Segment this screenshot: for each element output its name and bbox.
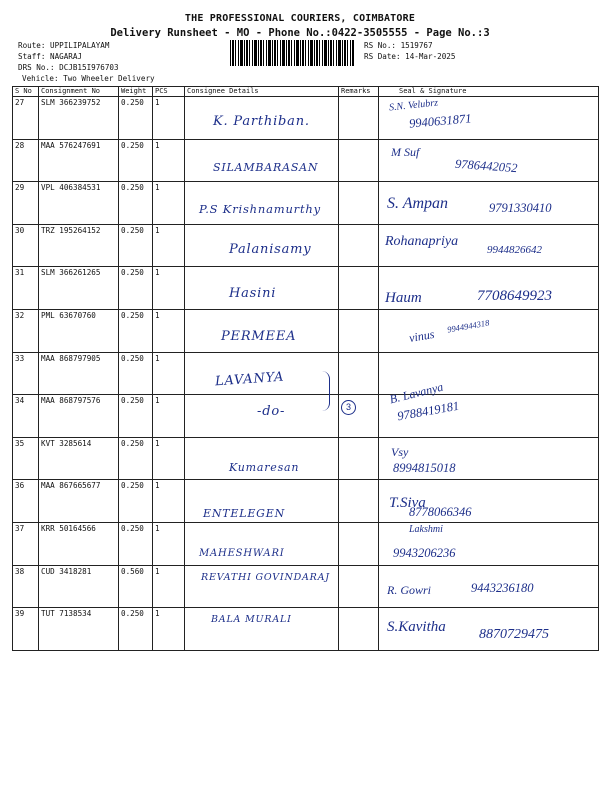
table-row xyxy=(13,522,599,565)
barcode xyxy=(230,40,354,66)
row-weight: 0.250 xyxy=(119,139,153,182)
row-consignment: CUD 3418281 xyxy=(39,565,119,608)
row-remarks xyxy=(339,182,379,225)
row-consignee xyxy=(185,224,339,267)
row-pcs: 1 xyxy=(153,309,185,352)
table-header xyxy=(13,87,599,97)
signature-phone: 9791330410 xyxy=(489,201,552,216)
table-row xyxy=(13,139,599,182)
row-consignee xyxy=(185,139,339,182)
row-sno: 30 xyxy=(13,224,39,267)
row-consignee xyxy=(185,309,339,352)
row-weight: 0.250 xyxy=(119,608,153,651)
staff-label: Staff: NAGARAJ xyxy=(18,52,83,61)
consignee-handwriting: Palanisamy xyxy=(229,241,312,257)
row-sno: 37 xyxy=(13,522,39,565)
table-row xyxy=(13,480,599,523)
row-sno: 35 xyxy=(13,437,39,480)
table-row xyxy=(13,608,599,651)
col-weight: Weight xyxy=(119,87,153,97)
row-consignee xyxy=(185,97,339,140)
table-row xyxy=(13,395,599,438)
consignee-handwriting: MAHESHWARI xyxy=(199,547,285,559)
consignee-handwriting: Kumaresan xyxy=(229,460,300,474)
row-consignment: MAA 868797905 xyxy=(39,352,119,395)
row-pcs: 1 xyxy=(153,139,185,182)
row-weight: 0.560 xyxy=(119,565,153,608)
row-remarks xyxy=(339,352,379,412)
signature-name: vinus xyxy=(407,326,436,346)
row-pcs: 1 xyxy=(153,97,185,140)
row-remarks xyxy=(339,267,379,310)
consignee-handwriting: LAVANYA xyxy=(214,369,285,389)
consignee-handwriting: REVATHI GOVINDARAJ xyxy=(201,571,330,583)
rs-date: RS Date: 14-Mar-2025 xyxy=(364,52,456,61)
row-pcs: 1 xyxy=(153,224,185,267)
row-pcs: 1 xyxy=(153,267,185,310)
row-weight: 0.250 xyxy=(119,267,153,310)
row-weight: 0.250 xyxy=(119,395,153,438)
row-weight: 0.250 xyxy=(119,480,153,523)
route-label: Route: UPPILIPALAYAM xyxy=(18,41,110,50)
row-signature xyxy=(379,608,599,651)
row-consignee xyxy=(185,437,339,480)
row-sno: 33 xyxy=(13,352,39,395)
row-pcs: 1 xyxy=(153,352,185,395)
runsheet-subtitle: Delivery Runsheet - MO - Phone No.:0422-3505555 - Page No.:3 xyxy=(110,27,490,39)
consignee-handwriting: ENTELEGEN xyxy=(203,507,285,521)
row-sno: 36 xyxy=(13,480,39,523)
signature-phone: 9944826642 xyxy=(487,243,542,256)
row-signature xyxy=(379,565,599,608)
row-remarks xyxy=(339,97,379,140)
row-pcs: 1 xyxy=(153,522,185,565)
row-pcs: 1 xyxy=(153,565,185,608)
signature-name: M Suf xyxy=(391,144,420,159)
col-pcs: PCS xyxy=(153,87,185,97)
bracket-mark xyxy=(321,371,330,411)
row-remarks xyxy=(339,522,379,565)
consignee-handwriting: BALA MURALI xyxy=(211,614,292,626)
row-remarks xyxy=(339,565,379,608)
signature-phone: 9944944318 xyxy=(446,317,491,335)
company-title: THE PROFESSIONAL COURIERS, COIMBATORE xyxy=(184,13,416,24)
vehicle-label: Vehicle: Two Wheeler Delivery xyxy=(22,74,155,83)
signature-name: T.Siva xyxy=(389,495,426,512)
row-consignment: SLM 366239752 xyxy=(39,97,119,140)
row-remarks xyxy=(339,437,379,480)
col-signature: Seal & Signature xyxy=(379,87,599,97)
row-signature xyxy=(379,182,599,225)
row-consignment: PML 63670760 xyxy=(39,309,119,352)
row-consignee xyxy=(185,267,339,310)
consignee-handwriting: Hasini xyxy=(229,286,277,302)
col-consignment: Consignment No xyxy=(39,87,119,97)
row-consignment: KRR 50164566 xyxy=(39,522,119,565)
col-remarks: Remarks xyxy=(339,87,379,97)
table-row xyxy=(13,267,599,310)
row-consignment: SLM 366261265 xyxy=(39,267,119,310)
row-consignee xyxy=(185,480,339,523)
row-consignee xyxy=(185,565,339,608)
row-sno: 29 xyxy=(13,182,39,225)
table-row xyxy=(13,224,599,267)
row-sno: 39 xyxy=(13,608,39,651)
row-consignment: TUT 7138534 xyxy=(39,608,119,651)
signature-phone: 7708649923 xyxy=(477,288,552,305)
drs-number: DRS No.: DCJB15I976703 xyxy=(18,63,119,72)
consignee-handwriting: SILAMBARASAN xyxy=(213,160,319,174)
row-consignment: VPL 406384531 xyxy=(39,182,119,225)
row-sno: 38 xyxy=(13,565,39,608)
col-sno: S No xyxy=(13,87,39,97)
row-consignment: KVT 3285614 xyxy=(39,437,119,480)
table-row xyxy=(13,97,599,140)
signature-name: B. Lavanya xyxy=(388,379,445,406)
circled-count: 3 xyxy=(341,400,356,415)
row-consignee xyxy=(185,608,339,651)
row-pcs: 1 xyxy=(153,395,185,438)
row-signature xyxy=(379,522,599,565)
signature-name: S. Ampan xyxy=(387,195,449,213)
row-signature xyxy=(379,309,599,352)
signature-phone: 9443236180 xyxy=(471,580,534,595)
signature-phone: 9786442052 xyxy=(454,156,518,175)
signature-name: R. Gowri xyxy=(387,582,432,597)
row-weight: 0.250 xyxy=(119,437,153,480)
runsheet-table xyxy=(12,86,599,651)
row-pcs: 1 xyxy=(153,608,185,651)
table-row xyxy=(13,565,599,608)
table-row xyxy=(13,352,599,395)
row-signature xyxy=(379,437,599,480)
rs-number: RS No.: 1519767 xyxy=(364,41,433,50)
signature-phone: 8870729475 xyxy=(479,627,549,643)
signature-phone: 9940631871 xyxy=(408,111,472,131)
row-consignee xyxy=(185,352,339,395)
row-signature xyxy=(379,267,599,310)
signature-name: Lakshmi xyxy=(409,523,443,535)
consignee-handwriting: K. Parthiban. xyxy=(213,114,310,129)
row-weight: 0.250 xyxy=(119,224,153,267)
row-consignment: MAA 867665677 xyxy=(39,480,119,523)
row-weight: 0.250 xyxy=(119,309,153,352)
signature-phone: 9788419181 xyxy=(396,398,461,423)
signature-phone: 9943206236 xyxy=(393,545,456,560)
row-signature xyxy=(379,224,599,267)
row-remarks xyxy=(339,139,379,182)
row-signature xyxy=(379,352,599,423)
row-pcs: 1 xyxy=(153,437,185,480)
row-remarks xyxy=(339,224,379,267)
row-remarks xyxy=(339,309,379,352)
row-sno: 32 xyxy=(13,309,39,352)
row-pcs: 1 xyxy=(153,182,185,225)
row-remarks xyxy=(339,608,379,651)
row-weight: 0.250 xyxy=(119,522,153,565)
row-consignment: MAA 576247691 xyxy=(39,139,119,182)
row-sno: 34 xyxy=(13,395,39,438)
signature-name: Vsy xyxy=(391,444,409,459)
row-remarks xyxy=(339,480,379,523)
row-consignment: MAA 868797576 xyxy=(39,395,119,438)
row-signature xyxy=(379,139,599,182)
col-consignee: Consignee Details xyxy=(185,87,339,97)
row-sno: 31 xyxy=(13,267,39,310)
row-weight: 0.250 xyxy=(119,182,153,225)
signature-phone: 8778066346 xyxy=(409,505,472,520)
row-consignment: TRZ 195264152 xyxy=(39,224,119,267)
row-pcs: 1 xyxy=(153,480,185,523)
signature-name: Rohanapriya xyxy=(385,233,459,249)
row-sno: 28 xyxy=(13,139,39,182)
consignee-handwriting: PERMEEA xyxy=(221,328,297,344)
row-consignee xyxy=(185,522,339,565)
row-weight: 0.250 xyxy=(119,97,153,140)
row-signature xyxy=(379,480,599,523)
consignee-handwriting: P.S Krishnamurthy xyxy=(199,202,321,217)
row-consignee xyxy=(185,182,339,225)
row-signature xyxy=(379,97,599,140)
table-row xyxy=(13,437,599,480)
signature-name: S.N. Velubrz xyxy=(388,97,439,114)
signature-phone: 8994815018 xyxy=(393,460,456,475)
row-weight: 0.250 xyxy=(119,352,153,395)
signature-name: Haum xyxy=(385,290,422,307)
consignee-handwriting: -do- xyxy=(257,404,286,420)
row-consignee xyxy=(185,395,339,438)
row-sno: 27 xyxy=(13,97,39,140)
table-row xyxy=(13,309,599,352)
signature-name: S.Kavitha xyxy=(387,619,446,636)
table-row xyxy=(13,182,599,225)
